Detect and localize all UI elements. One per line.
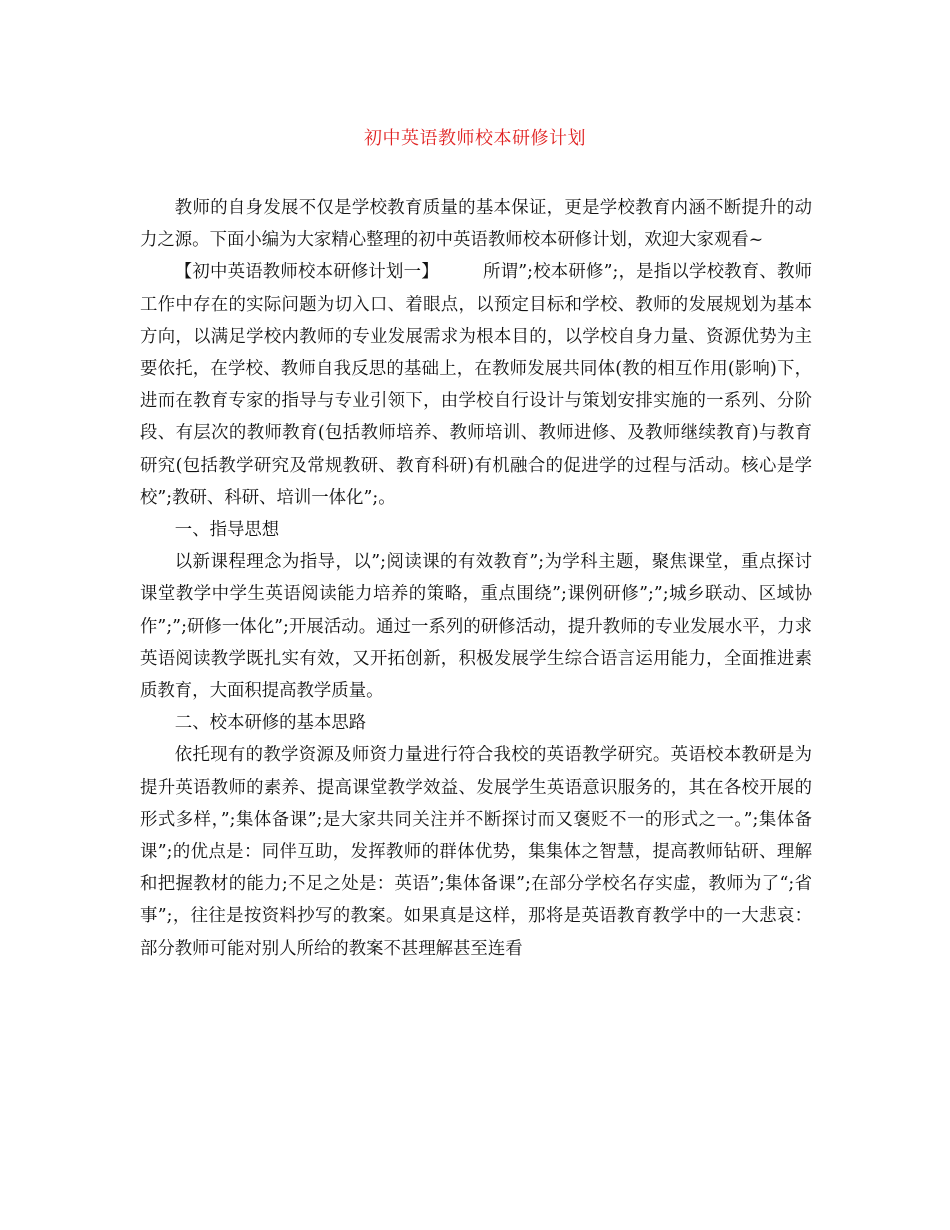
plan1-paragraph xyxy=(140,256,812,514)
section2-heading: 二、校本研修的基本思路 xyxy=(174,713,367,734)
plan1-text: 所谓”;校本研修”;，是指以学校教育、教师工作中存在的实际问题为切入口、着眼点，以预定目标和学校、教师的发展规划为基本方向，以满足学校内教师的专业发展需求为根本目的，以学校自身力量、资源优势为主要依托，在学校、教师自我反思的基础上，在教师发展共同体(教的相互作用(影响)下，进而在教育专家的指导与专业引领下，由学校自行设计与策划安排实施的一系列、分阶段、有层次的教师教育(包括教师培养、教师培训、教师进修、及教师继续教育)与教育研究(包括教学研究及常规教研、教育科研)有机融合的促进学的过程与活动。核心是学校”;教研、科研、培训一体化”;。 xyxy=(140,262,812,508)
document-title: 初中英语教师校本研修计划 xyxy=(364,128,586,149)
section1-heading: 一、指导思想 xyxy=(174,520,280,541)
section2-paragraph: 依托现有的教学资源及师资力量进行符合我校的英语教学研究。英语校本教研是为提升英语教师的素养、提高课堂教学效益、发展学生英语意识服务的，其在各校开展的形式多样，”;集体备课”;是大家共同关注并不断探讨而又褒贬不一的形式之一。”;集体备课”;的优点是：同伴互助，发挥教师的群体优势，集集体之智慧，提高教师钻研、理解和把握教材的能力;不足之处是：英语”;集体备课”;在部分学校名存实虚，教师为了“;省事”;，往往是按资料抄写的教案。如果真是这样，那将是英语教育教学中的一大悲哀：部分教师可能对别人所给的教案不甚理解甚至连看 xyxy=(140,745,812,959)
document-body xyxy=(140,192,812,965)
section1-paragraph: 以新课程理念为指导，以”;阅读课的有效教育”;为学科主题，聚焦课堂，重点探讨课堂教学中学生英语阅读能力培养的策略，重点围绕”;课例研修”;”;城乡联动、区域协作”;”;研修一体化”;开展活动。通过一系列的研修活动，提升教师的专业发展水平，力求英语阅读教学既扎实有效，又开拓创新，积极发展学生综合语言运用能力，全面推进素质教育，大面积提高教学质量。 xyxy=(140,552,812,702)
plan1-label: 【初中英语教师校本研修计划一】 xyxy=(174,262,439,283)
intro-paragraph: 教师的自身发展不仅是学校教育质量的基本保证，更是学校教育内涵不断提升的动力之源。下面小编为大家精心整理的初中英语教师校本研修计划，欢迎大家观看~ xyxy=(140,198,812,251)
